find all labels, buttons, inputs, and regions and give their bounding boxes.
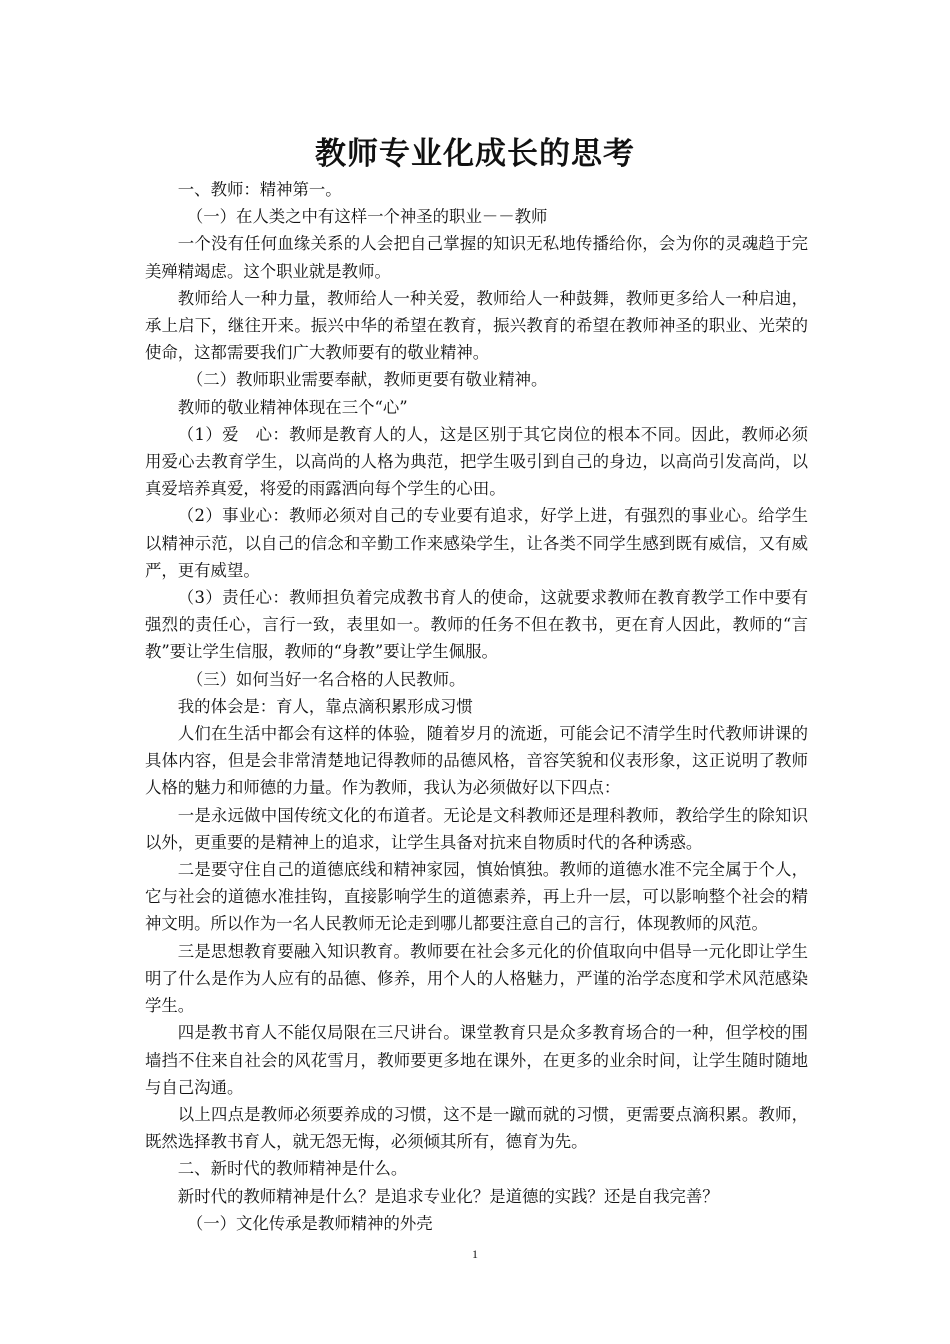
paragraph: 人们在生活中都会有这样的体验，随着岁月的流逝，可能会记不清学生时代教师讲课的具体内容，但是会非常清楚地记得教师的品德风格，音容笑貌和仪表形象，这正说明了教师人格的魅力和师德的力量。作为教师，我认为必须做好以下四点：: [145, 724, 808, 798]
paragraph: 以上四点是教师必须要养成的习惯，这不是一蹴而就的习惯，更需要点滴积累。教师，既然选择教书育人，就无怨无悔，必须倾其所有，德育为先。: [145, 1104, 808, 1152]
paragraph: （二）教师职业需要奉献，教师更要有敬业精神。: [186, 370, 548, 390]
paragraph: 四是教书育人不能仅局限在三尺讲台。课堂教育只是众多教育场合的一种，但学校的围墙挡不住来自社会的风花雪月，教师要更多地在课外，在更多的业余时间，让学生随时随地与自己沟通。: [145, 1023, 808, 1097]
paragraph: 二、新时代的教师精神是什么。: [177, 1159, 408, 1179]
paragraph: （一）文化传承是教师精神的外壳: [186, 1213, 433, 1233]
paragraph: 教师给人一种力量，教师给人一种关爱，教师给人一种鼓舞，教师更多给人一种启迪，承上启下，继往开来。振兴中华的希望在教育，振兴教育的希望在教师神圣的职业、光荣的使命，这都需要我们广大教师要有的敬业精神。: [145, 288, 808, 363]
paragraph: 一、教师：精神第一。: [177, 180, 342, 199]
paragraph: 新时代的教师精神是什么？是追求专业化？是道德的实践？还是自我完善？: [177, 1186, 719, 1206]
page-number: 1: [472, 1247, 478, 1261]
paragraph: 我的体会是：育人，靠点滴积累形成习惯: [177, 696, 473, 716]
paragraph: （2）事业心：教师必须对自己的专业要有追求，好学上进，有强烈的事业心。给学生以精神示范，以自己的信念和辛勤工作来感染学生，让各类不同学生感到既有威信，又有威严，更有威望。: [145, 506, 808, 580]
paragraph: 教师的敬业精神体现在三个“心”: [177, 397, 408, 417]
paragraph: （三）如何当好一名合格的人民教师。: [186, 669, 466, 689]
paragraph: 二是要守住自己的道德底线和精神家园，慎始慎独。教师的道德水准不完全属于个人，它与社会的道德水准挂钩，直接影响学生的道德素养，再上升一层，可以影响整个社会的精神文明。所以作为一名人民教师无论走到哪儿都要注意自己的言行，体现教师的风范。: [145, 860, 808, 934]
paragraph: （3）责任心：教师担负着完成教书育人的使命，这就要求教师在教育教学工作中要有强烈的责任心，言行一致，表里如一。教师的任务不但在教书，更在育人因此，教师的“言教”要让学生信服，教师的“身教”要让学生佩服。: [145, 588, 808, 662]
document-title: 教师专业化成长的思考: [315, 136, 635, 172]
paragraph: 三是思想教育要融入知识教育。教师要在社会多元化的价值取向中倡导一元化即让学生明了什么是作为人应有的品德、修养，用个人的人格魅力，严谨的治学态度和学术风范感染学生。: [145, 941, 808, 1016]
paragraph: 一个没有任何血缘关系的人会把自己掌握的知识无私地传播给你，会为你的灵魂趋于完美殚精竭虑。这个职业就是教师。: [145, 234, 808, 281]
paragraph: （1）爱 心：教师是教育人的人，这是区别于其它岗位的根本不同。因此，教师必须用爱心去教育学生，以高尚的人格为典范，把学生吸引到自己的身边，以高尚引发高尚，以真爱培养真爱，将爱的雨露洒向每个学生的心田。: [145, 424, 808, 499]
document-body: [145, 176, 808, 1237]
paragraph: （一）在人类之中有这样一个神圣的职业－－教师: [186, 207, 548, 227]
paragraph: 一是永远做中国传统文化的布道者。无论是文科教师还是理科教师，教给学生的除知识以外，更重要的是精神上的追求，让学生具备对抗来自物质时代的各种诱惑。: [145, 805, 808, 852]
